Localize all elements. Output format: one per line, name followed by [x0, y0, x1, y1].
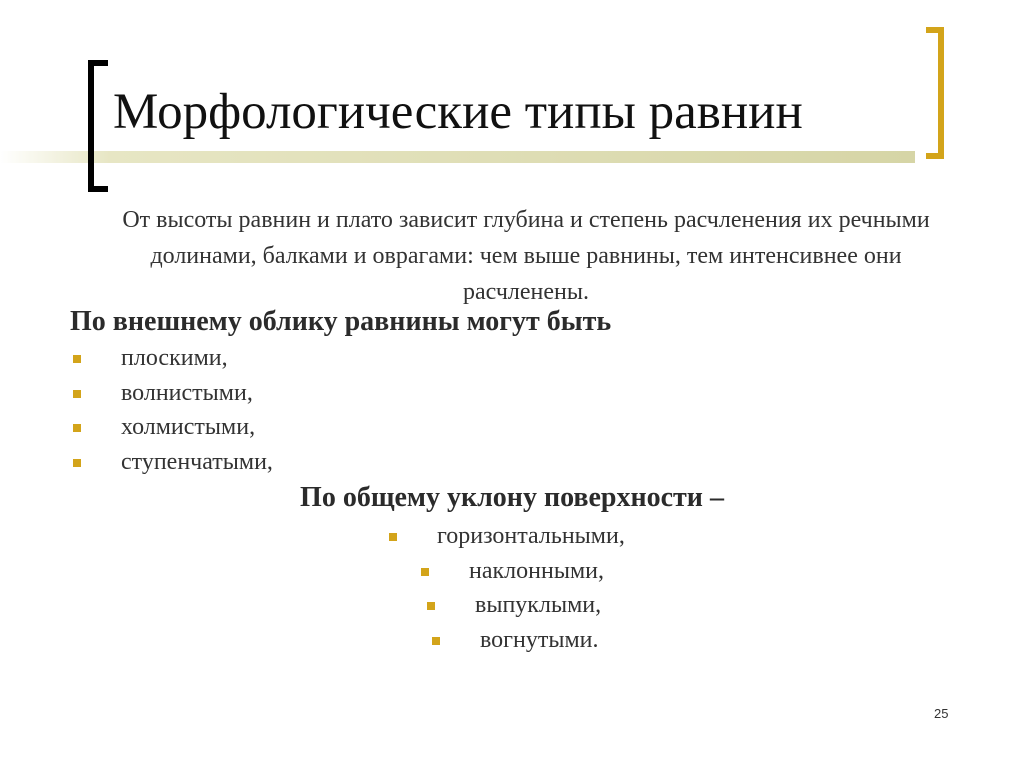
list-item: холмистыми, [121, 414, 256, 440]
square-bullet-icon [73, 424, 81, 432]
section-heading-appearance: По внешнему облику равнины могут быть [70, 306, 612, 337]
intro-paragraph: От высоты равнин и плато зависит глубина и степень расчленения их речными долинами, балками и оврагами: чем выше равнины, тем интенсивнее они расчленены. [122, 207, 930, 305]
slide-title: Морфологические типы равнин [113, 84, 803, 140]
square-bullet-icon [421, 568, 429, 576]
list-item: выпуклыми, [475, 592, 602, 618]
list-item: наклонными, [469, 558, 604, 584]
list-item: плоскими, [121, 345, 228, 371]
square-bullet-icon [73, 390, 81, 398]
left-bracket-decor [88, 60, 108, 192]
list-item: горизонтальными, [437, 523, 625, 549]
title-decor-bar [0, 151, 915, 163]
square-bullet-icon [432, 637, 440, 645]
right-bracket-decor [926, 27, 944, 159]
list-item: волнистыми, [121, 380, 253, 406]
square-bullet-icon [389, 533, 397, 541]
section-heading-slope: По общему уклону поверхности – [300, 482, 724, 513]
square-bullet-icon [73, 459, 81, 467]
square-bullet-icon [427, 602, 435, 610]
list-item: ступенчатыми, [121, 449, 273, 475]
page-number: 25 [934, 706, 949, 721]
square-bullet-icon [73, 355, 81, 363]
list-item: вогнутыми. [480, 627, 599, 653]
